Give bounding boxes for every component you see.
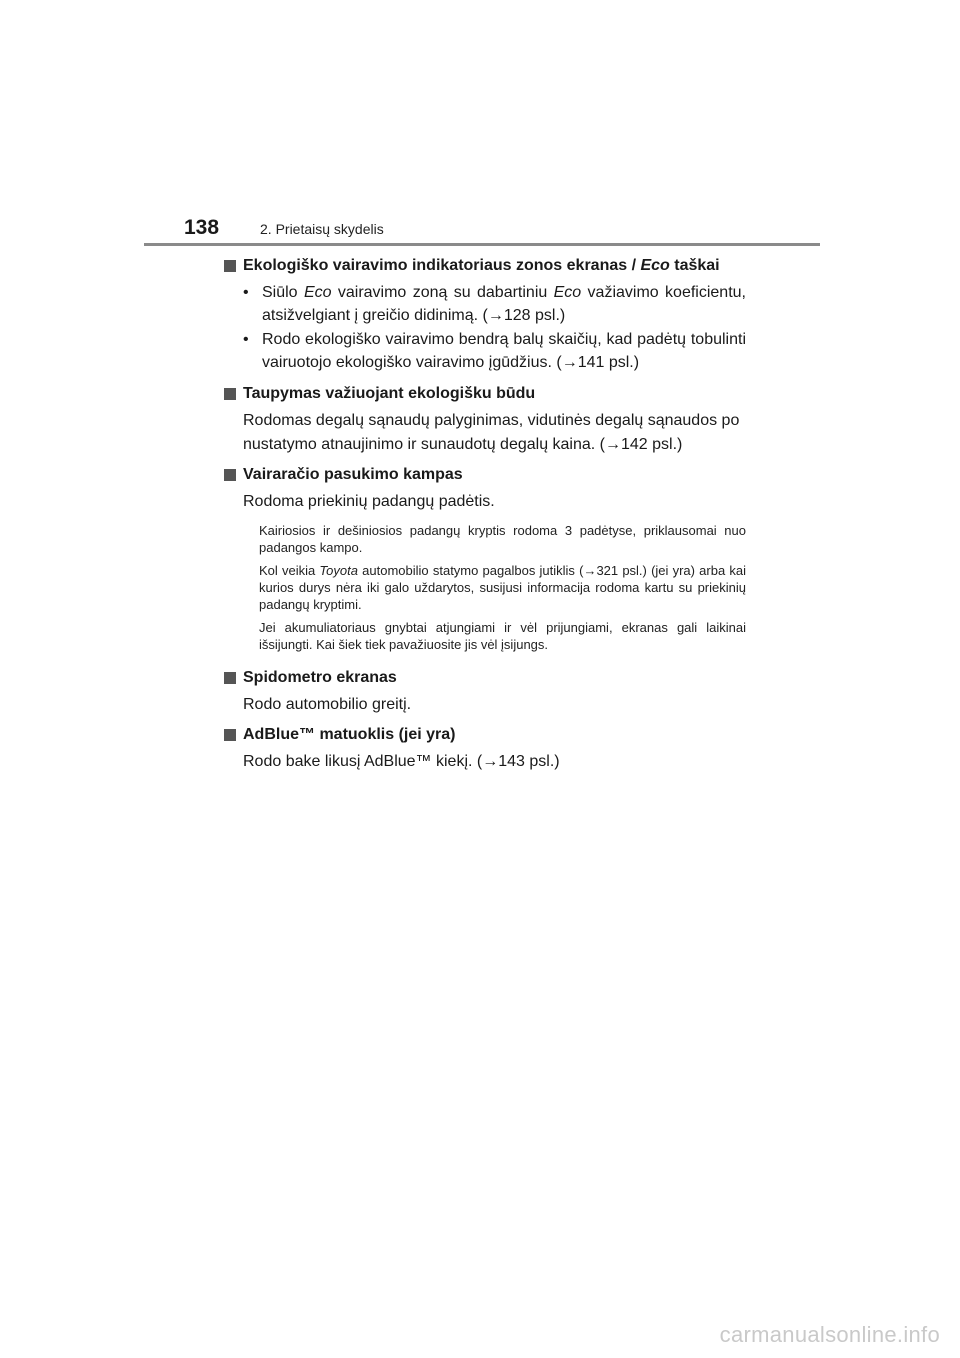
square-bullet-icon	[224, 672, 236, 684]
square-bullet-icon	[224, 729, 236, 741]
square-bullet-icon	[224, 469, 236, 481]
page-ref-321: 321 psl.) (jei yra) arba kai kurios durys nėra iki galo uždarytos, susijusi informacija rodoma kartu su priekinių padangų kryptimi.	[259, 563, 747, 612]
bullet-icon: •	[243, 331, 249, 348]
steering-note-1: Kairiosios ir dešiniosios padangų kryptis rodoma 3 padėtyse, priklausomai nuo padangos kampo.	[259, 523, 746, 555]
section-title: 2. Prietaisų skydelis	[260, 221, 384, 237]
page-header	[184, 216, 819, 246]
bullet-icon: •	[243, 284, 249, 301]
square-bullet-icon	[224, 260, 236, 272]
arrow-icon: →	[583, 563, 597, 578]
arrow-icon: →	[561, 354, 578, 371]
heading-steering-angle: Vairaračio pasukimo kampas	[222, 465, 746, 485]
page-ref-142[interactable]: 142 psl.)	[621, 436, 683, 453]
arrow-icon: →	[482, 753, 499, 770]
square-bullet-icon	[224, 388, 236, 400]
heading-speedometer: Spidometro ekranas	[222, 668, 746, 688]
saving-description: Rodomas degalų sąnaudų palyginimas, vidutinės degalų sąnaudos po nustatymo atnaujinimo ir sunaudotų degalų kaina. (→142 psl.)	[243, 412, 740, 453]
arrow-icon: →	[487, 307, 504, 324]
page-ref-128[interactable]: 128 psl.)	[503, 307, 566, 324]
arrow-icon: →	[605, 436, 621, 453]
page-ref-143[interactable]: 143 psl.)	[498, 753, 560, 770]
page-content	[222, 256, 746, 782]
bullet-eco-zone: • Siūlo Eco vairavimo zoną su dabartiniu Eco važiavimo koeficientu, atsižvelgiant į greičio didinimą. (→128 psl.)	[222, 281, 746, 327]
heading-eco-saving: Taupymas važiuojant ekologišku būdu	[222, 384, 746, 404]
steering-description: Rodoma priekinių padangų padėtis.	[243, 493, 495, 510]
page-number: 138	[184, 216, 220, 239]
header-divider	[144, 243, 820, 246]
adblue-description: Rodo bake likusį AdBlue™ kiekį. (→143 psl.)	[243, 753, 560, 770]
page-ref-141[interactable]: 141 psl.)	[577, 354, 640, 371]
steering-note-2: Kol veikia Toyota automobilio statymo pagalbos jutiklis (→321 psl.) (jei yra) arba kai kurios durys nėra iki galo uždarytos, susijusi informacija rodoma kartu su priekinių padangų kryptimi.	[259, 563, 747, 612]
steering-note-3: Jei akumuliatoriaus gnybtai atjungiami ir vėl prijungiami, ekranas gali laikinai išsijungti. Kai šiek tiek pavažiuosite jis vėl įsijungs.	[259, 620, 746, 652]
heading-eco-indicator: Ekologiško vairavimo indikatoriaus zonos ekranas / Eco taškai	[222, 256, 746, 276]
heading-adblue: AdBlue™ matuoklis (jei yra)	[222, 725, 746, 745]
watermark: carmanualsonline.info	[719, 1322, 940, 1347]
bullet-eco-score: • Rodo ekologiško vairavimo bendrą balų skaičių, kad padėtų tobulinti vairuotojo ekologiško vairavimo įgūdžius. (→141 psl.)	[222, 328, 746, 374]
speedometer-description: Rodo automobilio greitį.	[243, 696, 412, 713]
